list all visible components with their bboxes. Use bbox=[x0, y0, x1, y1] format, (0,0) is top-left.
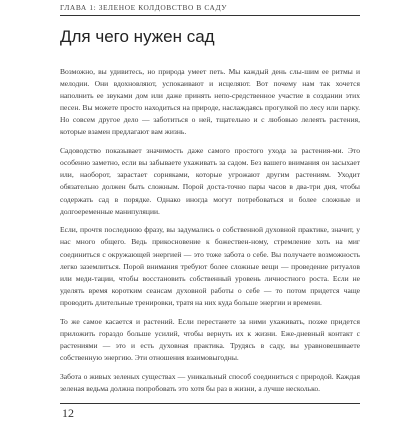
section-title: Для чего нужен сад bbox=[60, 27, 215, 46]
paragraph: Забота о живых зеленых существах — уникальный способ соединиться с природой. Каждая зеленая ведьма должна попробовать это хотя бы раз в жизни, а лучше несколько. bbox=[60, 371, 360, 393]
footer-divider bbox=[60, 403, 360, 404]
header-divider bbox=[60, 15, 360, 16]
paragraph: То же самое касается и растений. Если перестанете за ними ухаживать, позже придется приложить гораздо больше усилий, чтобы вернуть их к жизни. Еже-дневный контакт с растениями — это и есть духовная практика. Трудясь в саду, вы уравновешиваете собственную энергию. Эти отношения взаимовыгодны. bbox=[60, 316, 360, 362]
paragraph: Возможно, вы удивитесь, но природа умеет петь. Мы каждый день слы-шим ее ритмы и мелодии. Они вдохновляют, успокаивают и исцеляют. Вот почему нам так хочется наполнить ее звуками дом или даже принять непо-средственное участие в создании этих песен. Вы можете просто находиться на природе, наслаждаясь прогулкой по лесу или парку. Но совсем другое дело — заботиться о ней, тщательно и с любовью лелеять растения, которые взамен предлагают вам жизнь. bbox=[60, 67, 360, 137]
body-text bbox=[60, 66, 360, 401]
paragraph: Если, прочтя последнюю фразу, вы задумались о собственной духовной практике, значит, у нас много общего. Ведь прикосновение к божествен-ному, стремление хоть на миг соединиться с окружающей энергией — это тоже забота о себе. Вы получаете возможность легко заземлиться. Порой внимания требуют более сложные вещи — проведение ритуалов или меди-тации, чтобы восстановить собственный уровень личностного роста. Если не уделять время коротким сеансам духовной работы о себе — то потом придется чаще проводить длительные тренировки, тратя на них куда больше энергии и времени. bbox=[60, 225, 360, 307]
running-header: ГЛАВА 1: ЗЕЛЕНОЕ КОЛДОВСТВО В САДУ bbox=[60, 3, 228, 12]
page-number: 12 bbox=[62, 406, 74, 420]
paragraph: Садоводство показывает значимость даже самого простого ухода за растения-ми. Это особенно заметно, если вы забываете ухаживать за садом. Без вашего внимания он засыхает или, наоборот, зарастает сорняками, которые угрожают другим растениям. Уходит обязательно должен быть сложным. Порой доста-точно пары часов в два-три дня, чтобы содержать сад в порядке. Однако иногда могут потребоваться и более сложные и долгоеременные манипуляции. bbox=[60, 146, 360, 216]
